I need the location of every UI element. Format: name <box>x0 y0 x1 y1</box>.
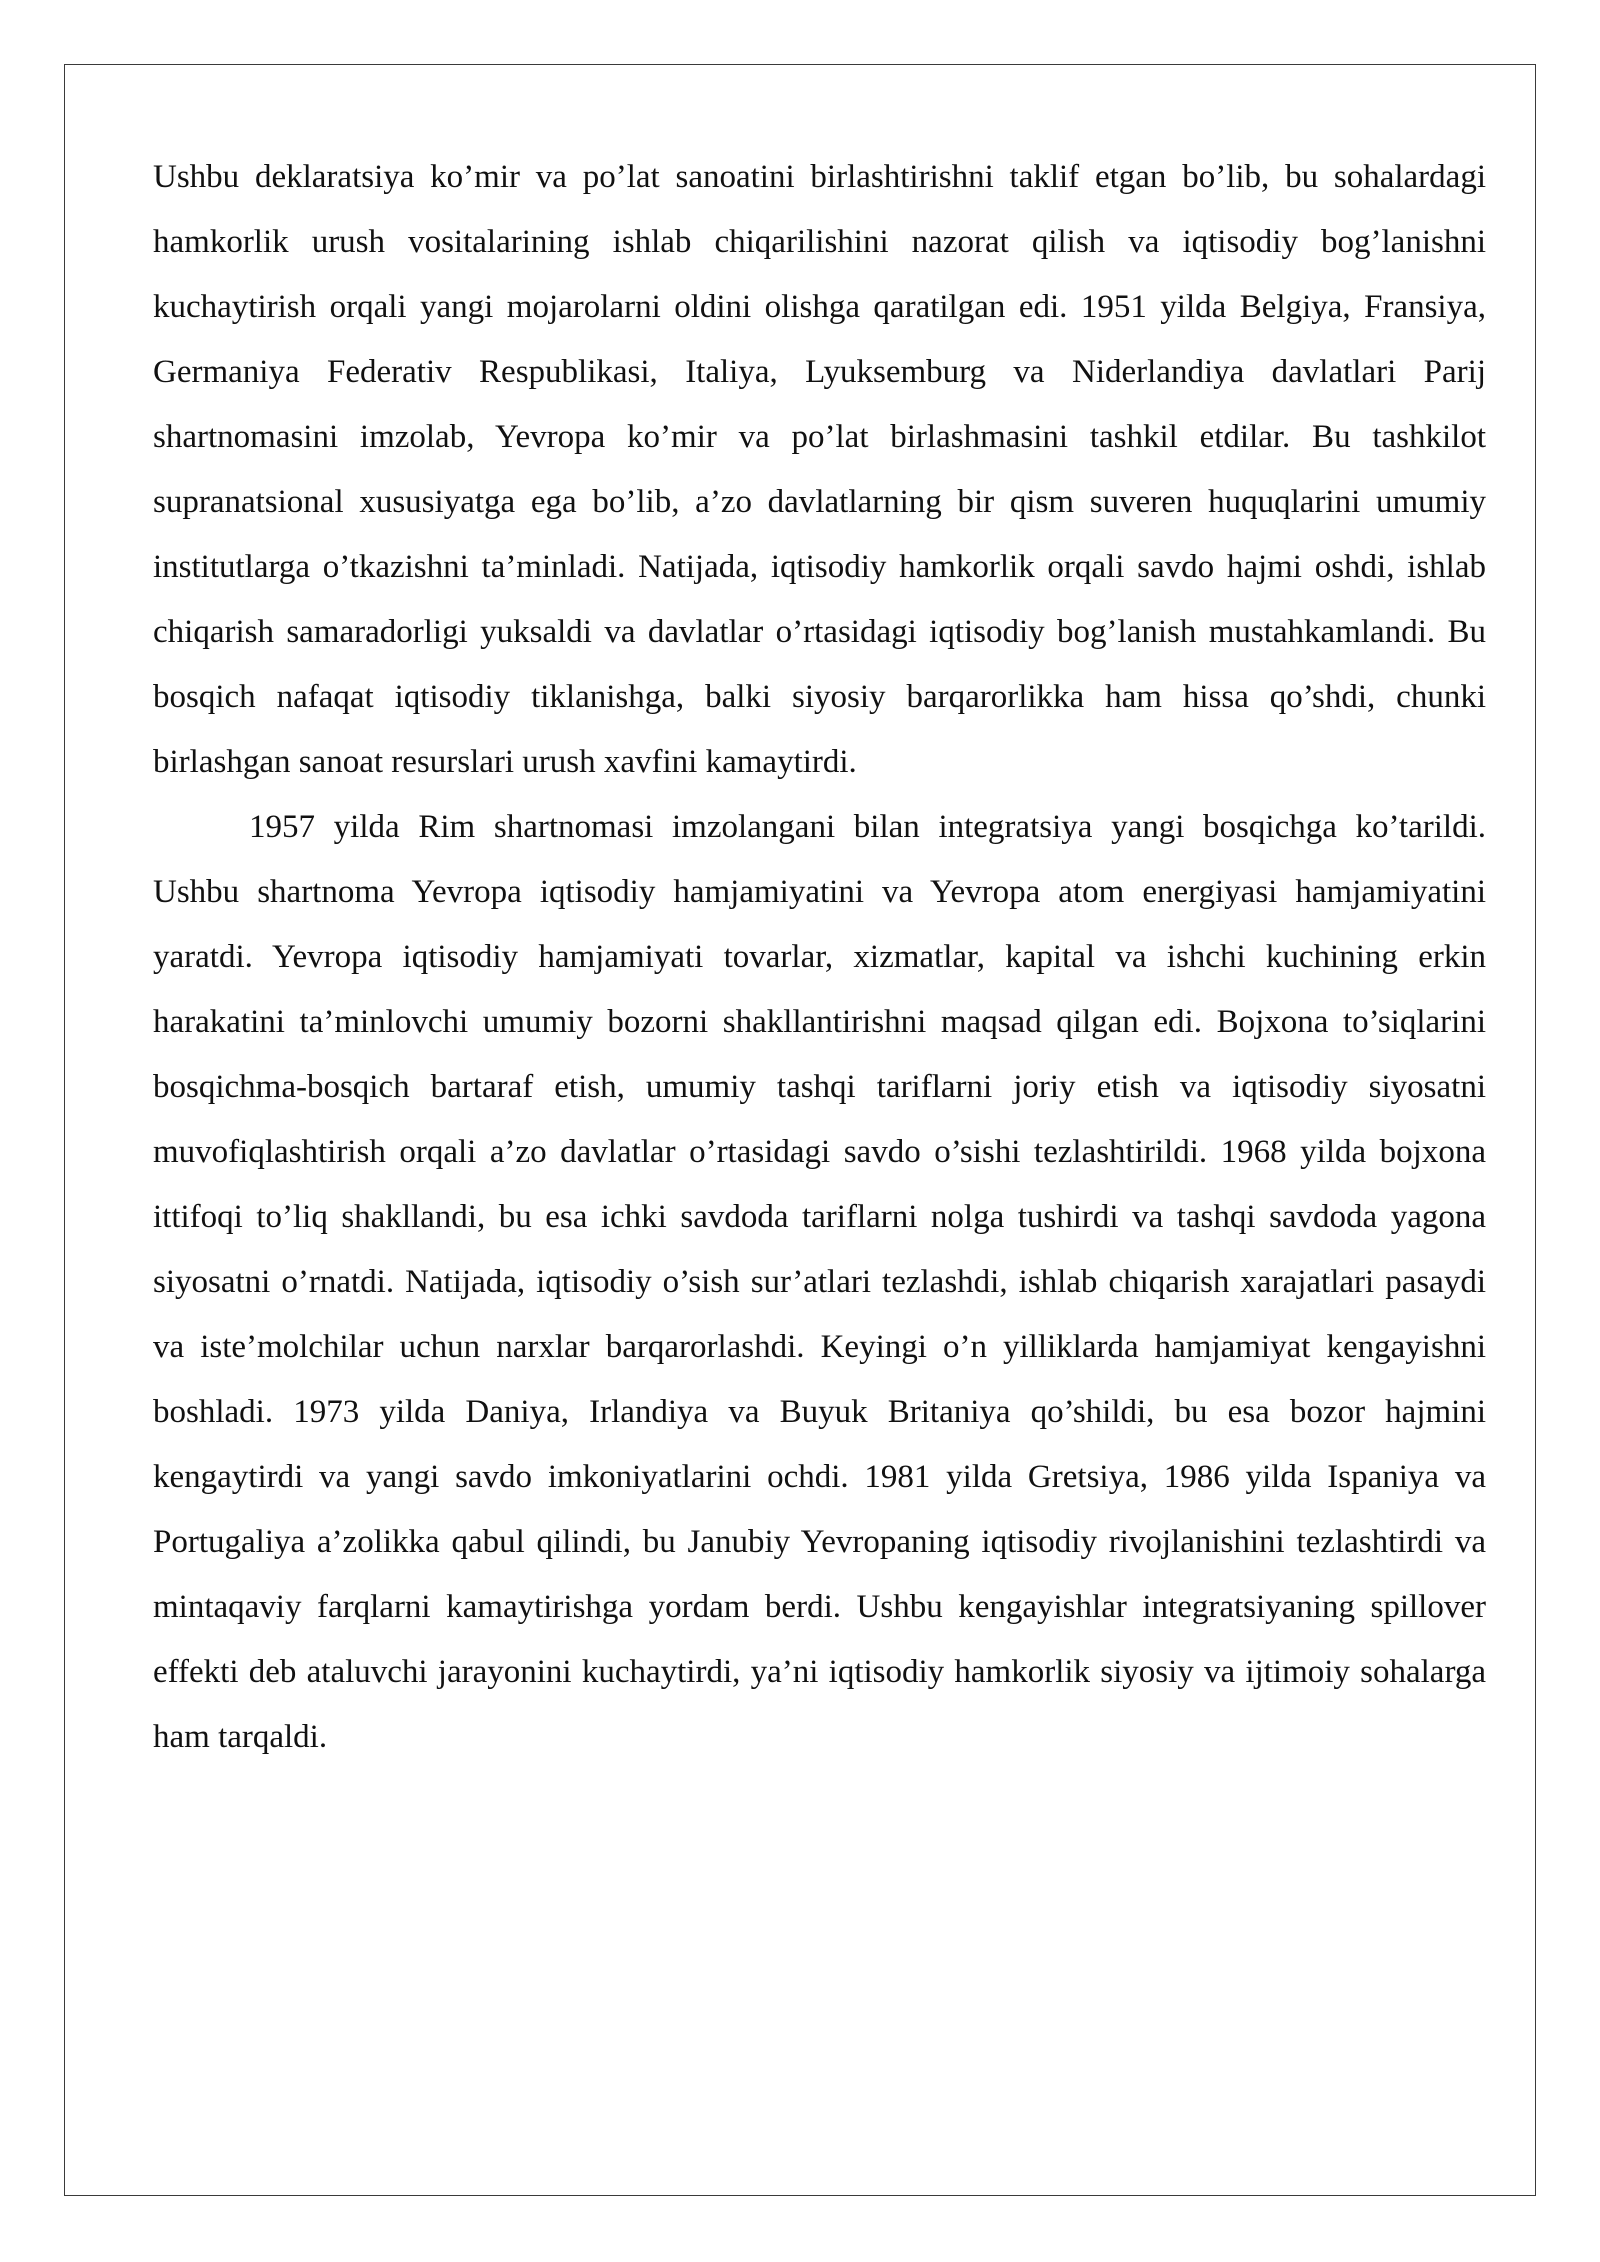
document-body <box>153 145 1486 1770</box>
paragraph-2: 1957 yilda Rim shartnomasi imzolangani bilan integratsiya yangi bosqichga ko’tarildi. Ushbu shartnoma Yevropa iqtisodiy hamjamiyatini va Yevropa atom energiyasi hamjamiyatini yaratdi. Yevropa iqtisodiy hamjamiyati tovarlar, xizmatlar, kapital va ishchi kuchining erkin harakatini ta’minlovchi umumiy bozorni shakllantirishni maqsad qilgan edi. Bojxona to’siqlarini bosqichma-bosqich bartaraf etish, umumiy tashqi tariflarni joriy etish va iqtisodiy siyosatni muvofiqlashtirish orqali a’zo davlatlar o’rtasidagi savdo o’sishi tezlashtirildi. 1968 yilda bojxona ittifoqi to’liq shakllandi, bu esa ichki savdoda tariflarni nolga tushirdi va tashqi savdoda yagona siyosatni o’rnatdi. Natijada, iqtisodiy o’sish sur’atlari tezlashdi, ishlab chiqarish xarajatlari pasaydi va iste’molchilar uchun narxlar barqarorlashdi. Keyingi o’n yilliklarda hamjamiyat kengayishni boshladi. 1973 yilda Daniya, Irlandiya va Buyuk Britaniya qo’shildi, bu esa bozor hajmini kengaytirdi va yangi savdo imkoniyatlarini ochdi. 1981 yilda Gretsiya, 1986 yilda Ispaniya va Portugaliya a’zolikka qabul qilindi, bu Janubiy Yevropaning iqtisodiy rivojlanishini tezlashtirdi va mintaqaviy farqlarni kamaytirishga yordam berdi. Ushbu kengayishlar integratsiyaning spillover effekti deb ataluvchi jarayonini kuchaytirdi, ya’ni iqtisodiy hamkorlik siyosiy va ijtimoiy sohalarga ham tarqaldi. <box>153 809 1486 1755</box>
paragraph-1: Ushbu deklaratsiya ko’mir va po’lat sanoatini birlashtirishni taklif etgan bo’lib, bu sohalardagi hamkorlik urush vositalarining ishlab chiqarilishini nazorat qilish va iqtisodiy bog’lanishni kuchaytirish orqali yangi mojarolarni oldini olishga qaratilgan edi. 1951 yilda Belgiya, Fransiya, Germaniya Federativ Respublikasi, Italiya, Lyuksemburg va Niderlandiya davlatlari Parij shartnomasini imzolab, Yevropa ko’mir va po’lat birlashmasini tashkil etdilar. Bu tashkilot supranatsional xususiyatga ega bo’lib, a’zo davlatlarning bir qism suveren huquqlarini umumiy institutlarga o’tkazishni ta’minladi. Natijada, iqtisodiy hamkorlik orqali savdo hajmi oshdi, ishlab chiqarish samaradorligi yuksaldi va davlatlar o’rtasidagi iqtisodiy bog’lanish mustahkamlandi. Bu bosqich nafaqat iqtisodiy tiklanishga, balki siyosiy barqarorlikka ham hissa qo’shdi, chunki birlashgan sanoat resurslari urush xavfini kamaytirdi. <box>153 159 1486 780</box>
